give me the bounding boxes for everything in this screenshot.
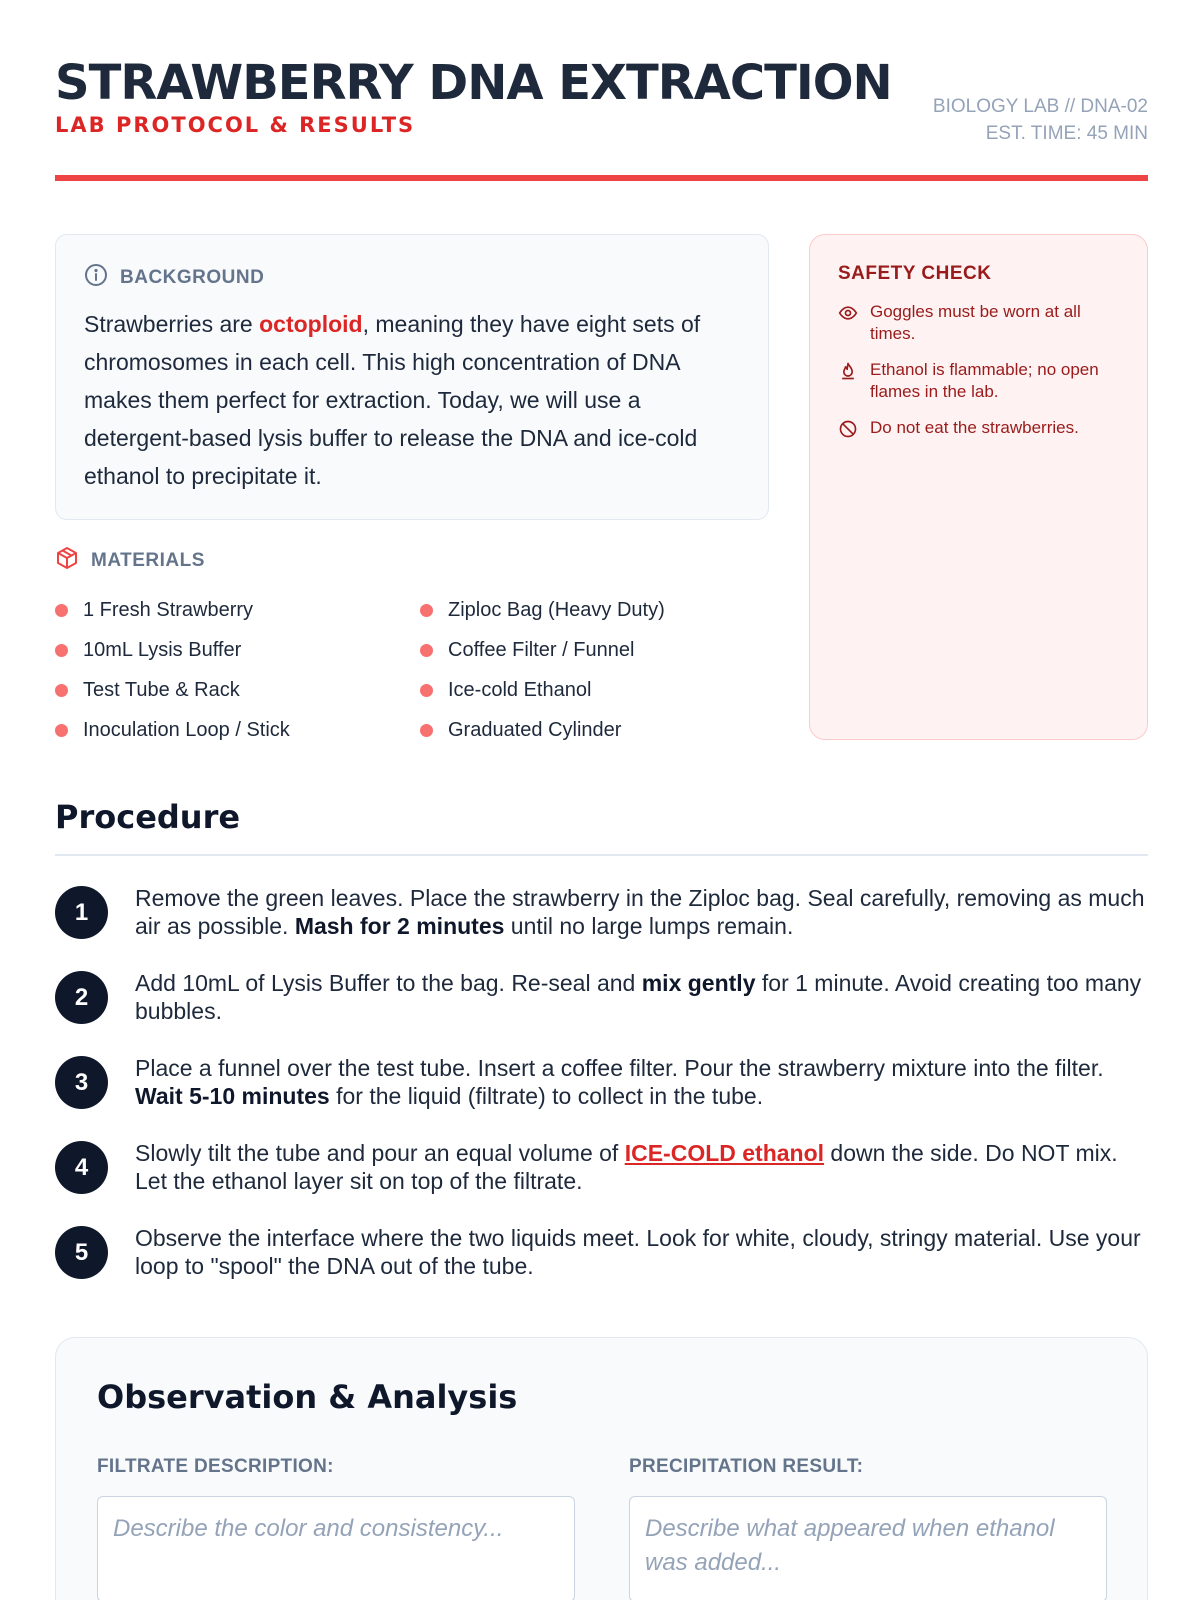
background-heading [84, 263, 740, 293]
precipitation-input[interactable] [629, 1496, 1107, 1600]
material-item: Test Tube & Rack [55, 678, 420, 702]
octoploid-highlight: octoploid [259, 311, 363, 337]
page-header [55, 55, 1148, 181]
material-item: Ziploc Bag (Heavy Duty) [420, 598, 760, 622]
step-text: Slowly tilt the tube and pour an equal volume of ICE-COLD ethanol down the side. Do NOT mix. Let the ethanol layer sit on top of the filtrate. [135, 1140, 1118, 1194]
material-item: Coffee Filter / Funnel [420, 638, 760, 662]
step-text: Add 10mL of Lysis Buffer to the bag. Re-seal and mix gently for 1 minute. Avoid creating too many bubbles. [135, 970, 1142, 1024]
procedure-divider [55, 854, 1148, 856]
materials-heading [55, 546, 769, 576]
material-item: Inoculation Loop / Stick [55, 718, 420, 742]
step-number: 5 [55, 1226, 108, 1279]
bullet-dot [55, 604, 68, 617]
material-item: Ice-cold Ethanol [420, 678, 760, 702]
procedure-step [55, 1224, 1148, 1309]
lab-meta [933, 93, 1148, 147]
material-item: 1 Fresh Strawberry [55, 598, 420, 622]
bullet-dot [55, 684, 68, 697]
precipitation-group [629, 1456, 1107, 1600]
background-card [55, 234, 769, 520]
bullet-dot [420, 724, 433, 737]
observation-title: Observation & Analysis [97, 1378, 518, 1416]
bullet-dot [420, 684, 433, 697]
safety-item: Do not eat the strawberries. [838, 417, 1119, 445]
bullet-dot [420, 644, 433, 657]
flame-icon [838, 361, 858, 387]
no-entry-icon [838, 419, 858, 445]
bullet-dot [420, 604, 433, 617]
safety-card [809, 234, 1148, 740]
procedure-title: Procedure [55, 798, 241, 836]
material-item: Graduated Cylinder [420, 718, 760, 742]
page-title: STRAWBERRY DNA EXTRACTION [55, 55, 892, 111]
materials-list [55, 598, 769, 742]
observation-card [55, 1337, 1148, 1600]
safety-title: SAFETY CHECK [838, 263, 992, 284]
procedure-step [55, 884, 1148, 969]
step-text: Place a funnel over the test tube. Insert a coffee filter. Pour the strawberry mixture into the filter. Wait 5-10 minutes for the liquid (filtrate) to collect in the tube. [135, 1055, 1104, 1109]
procedure-step [55, 1054, 1148, 1139]
background-text: Strawberries are octoploid, meaning they have eight sets of chromosomes in each cell. This high concentration of DNA makes them perfect for extraction. Today, we will use a detergent-based lysis buffer to release the DNA and ice-cold ethanol to precipitate it. [84, 311, 701, 489]
lab-code: BIOLOGY LAB // DNA-02 [932, 96, 1148, 117]
filtrate-group [97, 1456, 575, 1600]
precipitation-label: PRECIPITATION RESULT: [629, 1456, 864, 1477]
step-number: 4 [55, 1141, 108, 1194]
filtrate-label: FILTRATE DESCRIPTION: [97, 1456, 334, 1477]
bullet-dot [55, 724, 68, 737]
procedure-steps [55, 884, 1148, 1309]
step-number: 3 [55, 1056, 108, 1109]
observation-fields [97, 1456, 1106, 1600]
bullet-dot [55, 644, 68, 657]
info-icon [84, 263, 108, 293]
step-number: 2 [55, 971, 108, 1024]
box-icon [55, 546, 79, 576]
page-subtitle: LAB PROTOCOL & RESULTS [55, 113, 416, 137]
ice-cold-ethanol-emphasis: ICE-COLD ethanol [624, 1140, 825, 1166]
filtrate-input[interactable] [97, 1496, 575, 1600]
step-number: 1 [55, 886, 108, 939]
safety-item: Ethanol is flammable; no open flames in the lab. [838, 359, 1119, 403]
safety-list [838, 301, 1119, 445]
step-text: Observe the interface where the two liquids meet. Look for white, cloudy, stringy material. Use your loop to "spool" the DNA out of the tube. [135, 1225, 1141, 1279]
est-time: EST. TIME: 45 MIN [985, 123, 1148, 144]
materials-section [55, 546, 769, 742]
material-item: 10mL Lysis Buffer [55, 638, 420, 662]
materials-label: MATERIALS [91, 550, 205, 571]
procedure-step [55, 1139, 1148, 1224]
background-label: BACKGROUND [120, 267, 265, 288]
step-text: Remove the green leaves. Place the strawberry in the Ziploc bag. Seal carefully, removing as much air as possible. Mash for 2 minutes until no large lumps remain. [135, 885, 1145, 939]
safety-item: Goggles must be worn at all times. [838, 301, 1119, 345]
procedure-step [55, 969, 1148, 1054]
eye-icon [838, 303, 858, 329]
